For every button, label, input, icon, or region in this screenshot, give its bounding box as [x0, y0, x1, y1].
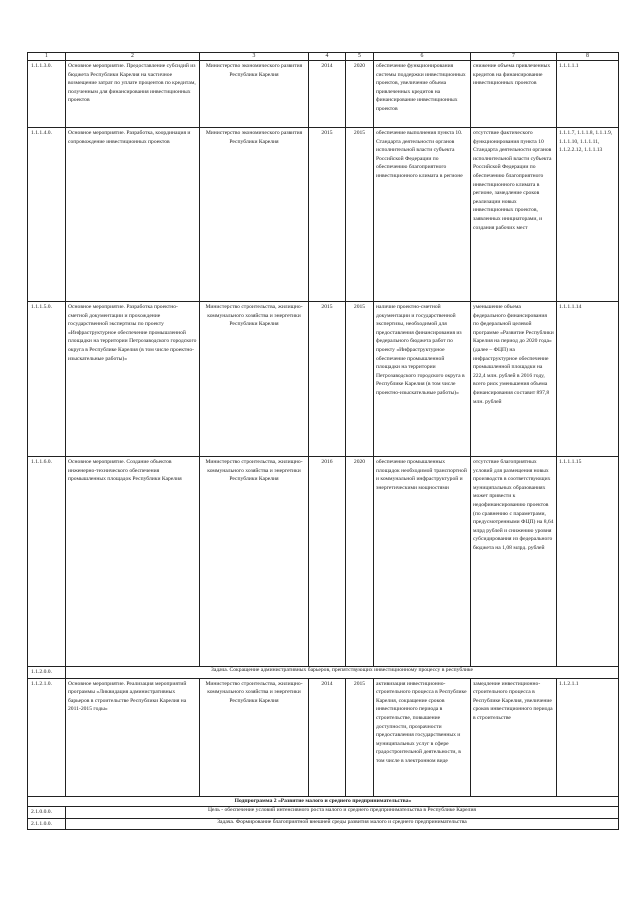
- row-result: обеспечение функционирования системы поддержки инвестиционных проектов, увеличение объема привлеченных кредитов на финансирование инвестиционных проектов: [374, 61, 471, 128]
- row-consequence: снижение объема привлеченных кредитов на финансирование инвестиционных проектов: [471, 61, 557, 128]
- table-row: [28, 457, 619, 667]
- program-measures-table: [27, 52, 619, 830]
- row-consequence: отсутствие благоприятных условий для размещения новых производств в соответствующих муниципальных образованиях может привести к недофинансированию проектов (по сравнению с параметрами, предусмотренными ФЦП) на 8,64 млрд рублей и снижению уровня субсидирования из федерального бюджета на 1,08 млрд. рублей: [471, 457, 557, 667]
- row-result: наличие проектно-сметной документации и государственной экспертизы, необходимой для предоставления финансирования из федерального бюджета работ по проекту «Инфраструктурное обеспечение промышленной площадки на территории Петрозаводского городского округа в Республике Карелия (в том числе проектно-изыскательные работы)»: [374, 302, 471, 457]
- row-consequence: уменьшение объема федерального финансирования по федеральной целевой программе «Развитие Республики Карелия на период до 2020 года» (далее – ФЦП) на инфраструктурное обеспечение промышленной площадки на 222,4 млн. рублей в 2016 году, всего риск уменьшения объема финансирования составит 897,8 млн. рублей: [471, 302, 557, 457]
- row-result: активизация инвестиционно-строительного процесса в Республике Карелия, сокращение сроков инвестиционного периода в строительстве, повышение доступности, прозрачности предоставления государственных и муниципальных услуг в сфере градостроительной деятельности, в том числе в электронном виде: [374, 678, 471, 796]
- task-row: [28, 818, 619, 830]
- row-code: 1.1.2.1.0.: [28, 678, 66, 796]
- row-link: 1.1.2.1.1: [557, 678, 619, 796]
- table-row: [28, 128, 619, 302]
- row-code: 1.1.1.6.0.: [28, 457, 66, 667]
- row-start-year: 2014: [309, 678, 346, 796]
- row-consequence: отсутствие фактического функционирования пункта 10 Стандарта деятельности органов исполнительной власти субъекта Российской Федерации по обеспечению благоприятного инвестиционного климата в регионе, замедление сроков реализации новых инвестиционных проектов, заявленных инициаторами, и создания рабочих мест: [471, 128, 557, 302]
- header-cell: 1: [28, 53, 66, 61]
- row-executor: Министерство строительства, жилищно-коммунального хозяйства и энергетики Республики Карелия: [200, 302, 309, 457]
- row-start-year: 2015: [309, 128, 346, 302]
- row-executor: Министерство строительства, жилищно-коммунального хозяйства и энергетики Республики Карелия: [200, 678, 309, 796]
- row-executor: Министерство строительства, жилищно-коммунального хозяйства и энергетики Республики Карелия: [200, 457, 309, 667]
- row-name: Основное мероприятие. Реализация мероприятий программы «Ликвидация административных барьеров в строительстве Республики Карелия на 2011-2015 годы»: [66, 678, 200, 796]
- table-row: [28, 678, 619, 796]
- task-text: Задача. Формирование благоприятной внешней среды развития малого и среднего предпринимательства: [66, 818, 619, 830]
- subprogram-title: Подпрограмма 2 «Развитие малого и среднего предпринимательства»: [28, 796, 619, 807]
- row-code: 1.1.1.4.0.: [28, 128, 66, 302]
- task-row: [28, 667, 619, 679]
- row-name: Основное мероприятие. Разработка, координация и сопровождение инвестиционных проектов: [66, 128, 200, 302]
- task-text: Задача. Сокращение административных барьеров, препятствующих инвестиционному процессу в республике: [66, 667, 619, 679]
- row-link: 1.1.1.1.1: [557, 61, 619, 128]
- row-end-year: 2015: [346, 128, 374, 302]
- row-end-year: 2015: [346, 678, 374, 796]
- row-result: обеспечение выполнения пункта 10. Стандарта деятельности органов исполнительной власти субъекта Российской Федерации по обеспечению благоприятного инвестиционного климата в регионе: [374, 128, 471, 302]
- row-end-year: 2020: [346, 61, 374, 128]
- row-name: Основное мероприятие. Разработка проектно-сметной документации и прохождение государственной экспертизы по проекту «Инфраструктурное обеспечение промышленной площадки на территории Петрозаводского городского округа в Республике Карелия (в том числе проектно-изыскательные работы)»: [66, 302, 200, 457]
- goal-text: Цель - обеспечение условий интенсивного роста малого и среднего предпринимательства в Республике Карелия: [66, 807, 619, 819]
- row-link: 1.1.1.7, 1.1.1.8, 1.1.1.9, 1.1.1.10, 1.1.1.11, 1.1.2.2.12, 1.1.1.13: [557, 128, 619, 302]
- header-cell: 2: [66, 53, 200, 61]
- row-name: Основное мероприятие. Предоставление субсидий из бюджета Республики Карелия на частичное возмещение затрат по уплате процентов по кредитам, полученным для финансирования инвестиционных проектов: [66, 61, 200, 128]
- row-code: 1.1.1.3.0.: [28, 61, 66, 128]
- row-link: 1.1.1.1.14: [557, 302, 619, 457]
- row-consequence: замедление инвестиционно-строительного процесса в Республике Карелия, увеличение сроков инвестиционного периода в строительстве: [471, 678, 557, 796]
- row-executor: Министерство экономического развития Республики Карелия: [200, 128, 309, 302]
- header-cell: 5: [346, 53, 374, 61]
- table-row: [28, 302, 619, 457]
- task-code: 2.1.1.0.0.: [28, 818, 66, 830]
- row-link: 1.1.1.1.15: [557, 457, 619, 667]
- row-start-year: 2014: [309, 61, 346, 128]
- task-code: 1.1.2.0.0.: [28, 667, 66, 679]
- row-start-year: 2015: [309, 302, 346, 457]
- table-row: [28, 61, 619, 128]
- row-name: Основное мероприятие. Создание объектов инженерно-технического обеспечения промышленных площадок Республики Карелия: [66, 457, 200, 667]
- header-cell: 3: [200, 53, 309, 61]
- subprogram-row: [28, 796, 619, 807]
- row-end-year: 2015: [346, 302, 374, 457]
- row-result: обеспечение промышленных площадок необходимой транспортной и коммунальной инфраструктурой и энергетическими мощностями: [374, 457, 471, 667]
- header-cell: 6: [374, 53, 471, 61]
- goal-row: [28, 807, 619, 819]
- row-end-year: 2020: [346, 457, 374, 667]
- row-code: 1.1.1.5.0.: [28, 302, 66, 457]
- row-executor: Министерство экономического развития Республики Карелия: [200, 61, 309, 128]
- header-cell: 8: [557, 53, 619, 61]
- header-cell: 4: [309, 53, 346, 61]
- header-cell: 7: [471, 53, 557, 61]
- goal-code: 2.1.0.0.0.: [28, 807, 66, 819]
- header-row: [28, 53, 619, 61]
- row-start-year: 2016: [309, 457, 346, 667]
